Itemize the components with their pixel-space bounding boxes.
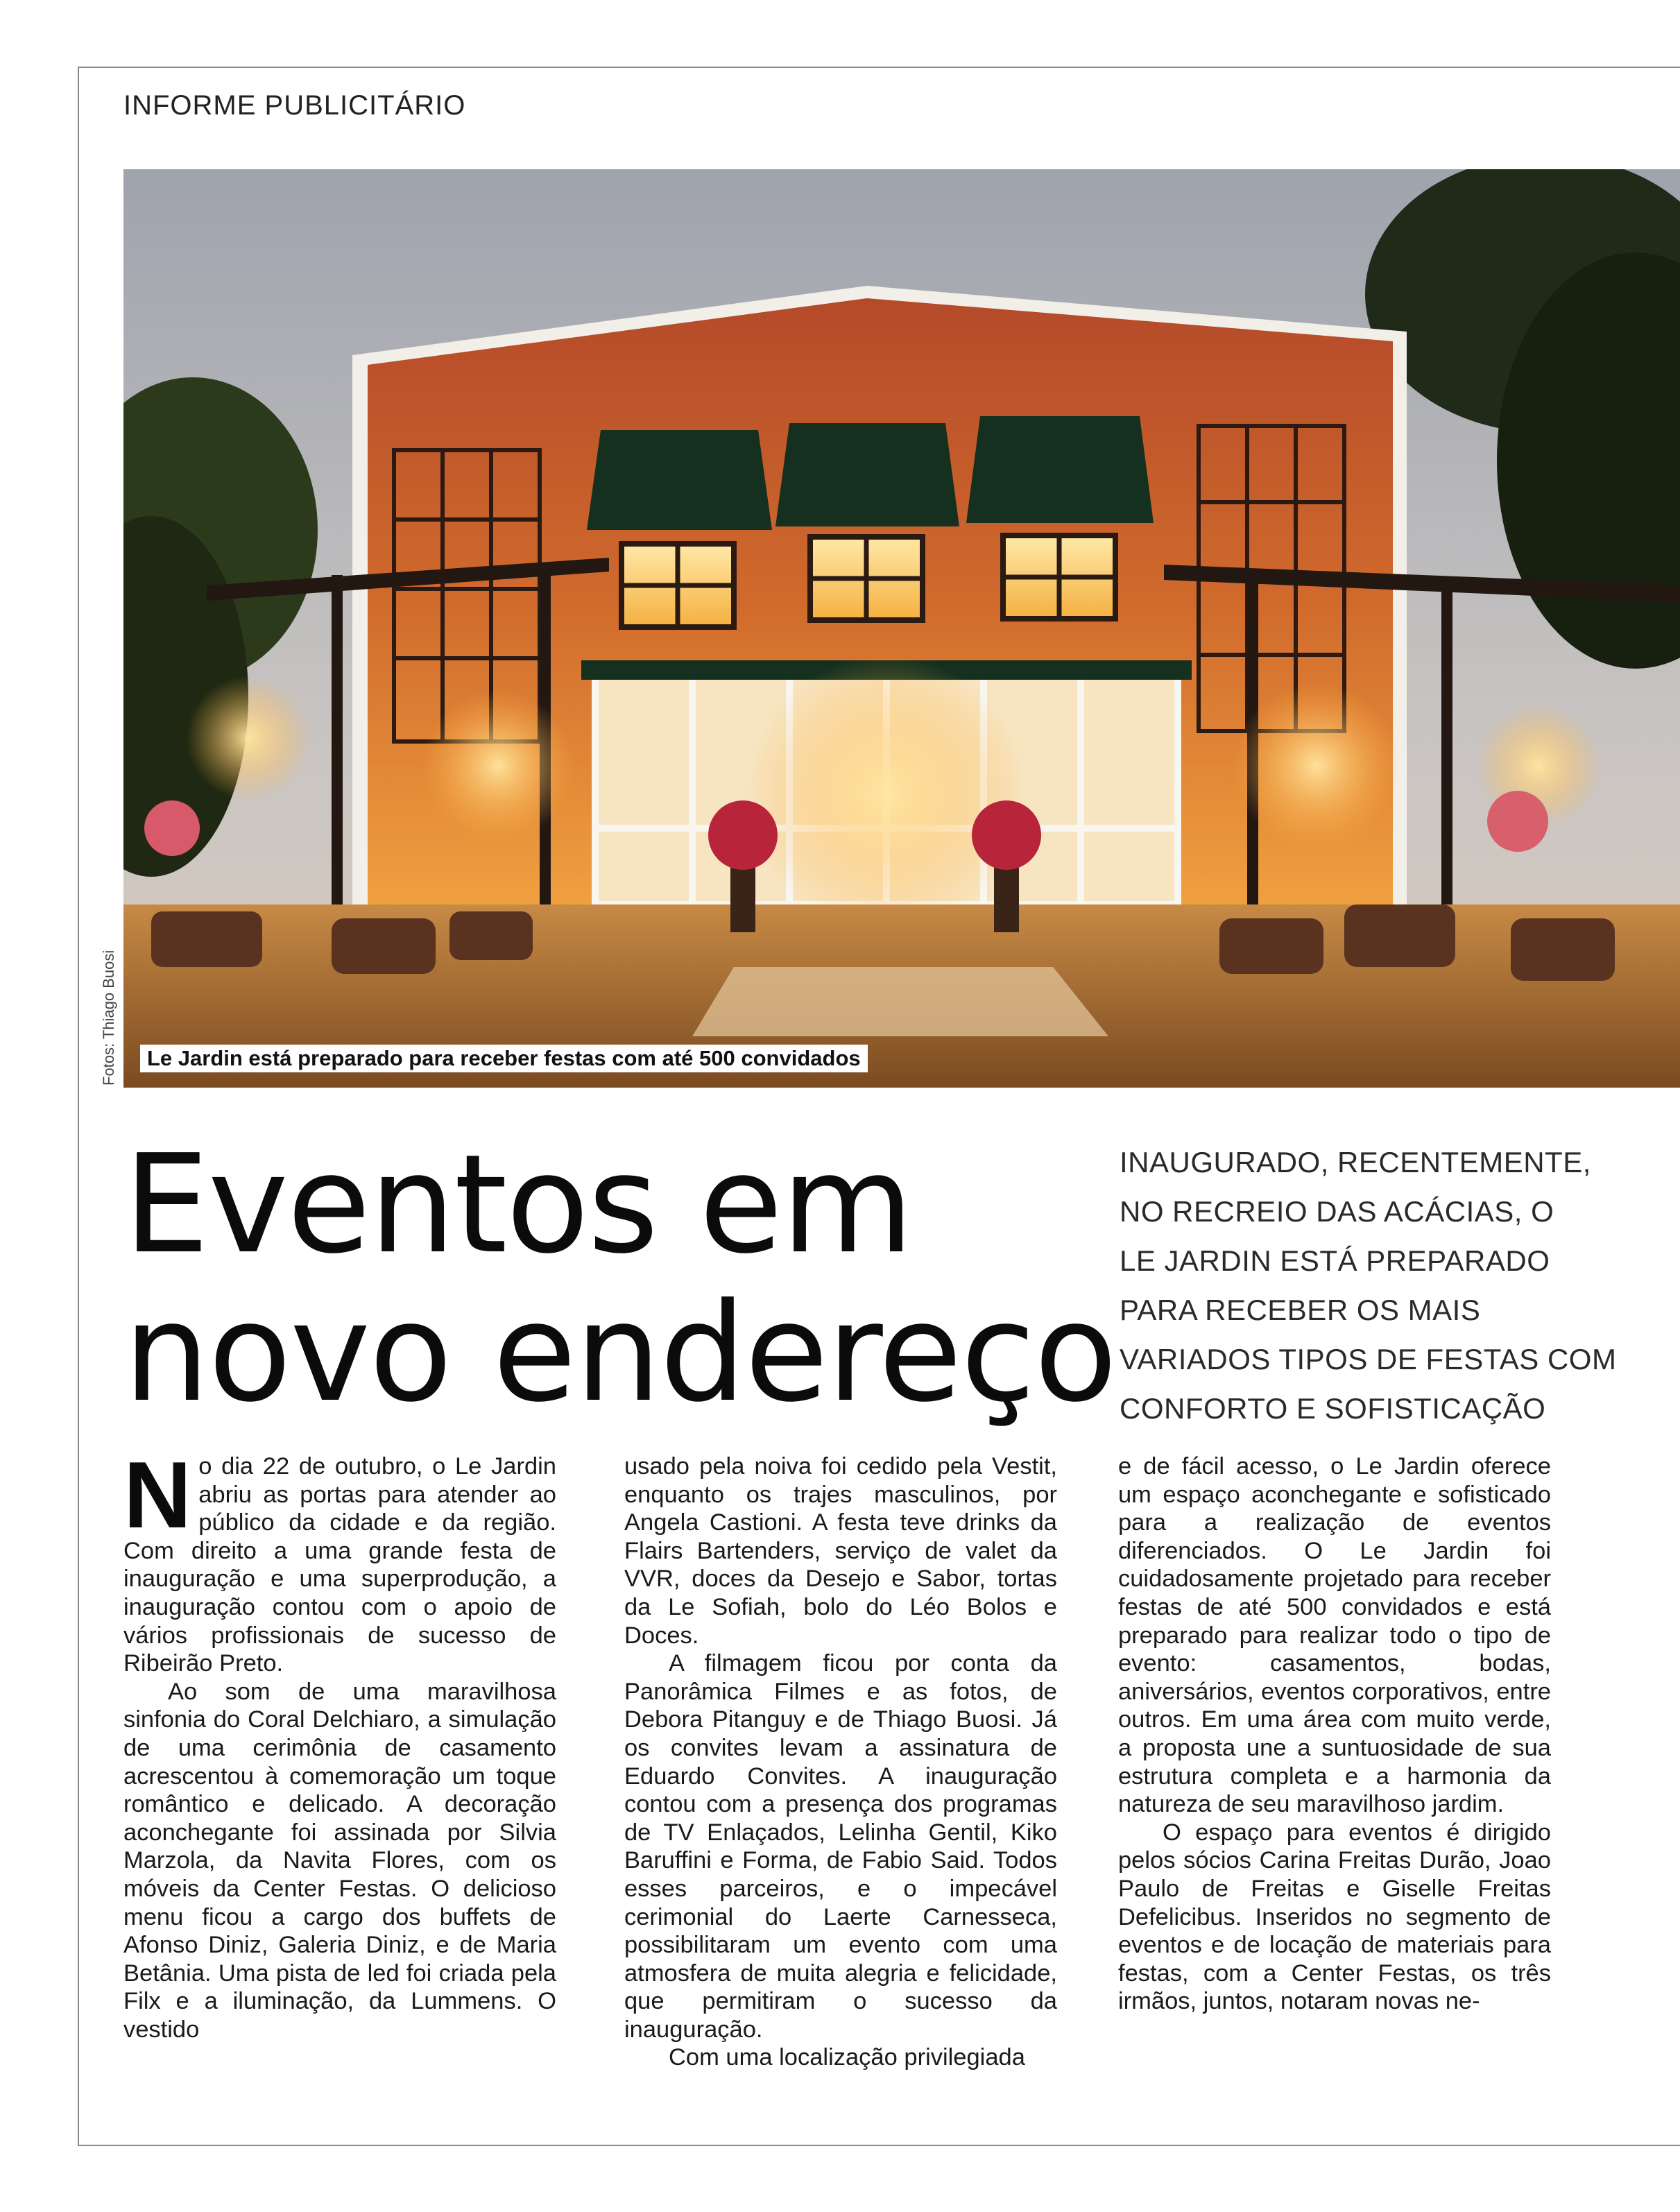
page-frame-left-rule [78, 67, 79, 2145]
body-paragraph: usado pela noiva foi cedido pela Vestit, enquanto os trajes masculinos, por Angela Castioni. A festa teve drinks da Flairs Bartenders, serviço de valet da VVR, doces da Desejo e Sabor, tortas da Le Sofiah, bolo do Léo Bolos e Doces. [624, 1453, 1057, 1649]
headline-line-2: novo endereço [123, 1274, 1116, 1432]
photo-credit: Fotos: Thiago Buosi [100, 950, 117, 1086]
venue-photo [123, 169, 1680, 1088]
body-paragraph: e de fácil acesso, o Le Jardin oferece um espaço aconchegante e sofisticado para a realização de eventos diferenciados. O Le Jardin foi cuidadosamente projetado para receber festas de até 500 convidados e está preparado para realizar todo o tipo de evento: casamentos, bodas, aniversários, eventos corporativos, entre outros. Em uma área com muito verde, a proposta une a suntuosidade de sua estrutura completa e a harmonia da natureza de seu maravilhoso jardim. [1118, 1453, 1551, 1818]
deck-subtitle [1120, 1138, 1619, 1433]
deck-line: VARIADOS TIPOS DE FESTAS COM [1120, 1343, 1617, 1375]
headline [123, 1126, 1116, 1432]
deck-line: CONFORTO E SOFISTICAÇÃO [1120, 1392, 1546, 1425]
drop-cap: N [123, 1442, 192, 1547]
section-label: INFORME PUBLICITÁRIO [123, 90, 466, 121]
body-column-3 [1118, 1452, 1551, 2016]
body-paragraph: O espaço para eventos é dirigido pelos sócios Carina Freitas Durão, Joao Paulo de Freitas e Giselle Freitas Defelicibus. Inseridos no segmento de eventos e de locação de materiais para festas, com a Center Festas, os três irmãos, juntos, notaram novas ne- [1118, 1819, 1551, 2015]
body-paragraph: Com uma localização privilegiada [669, 2044, 1025, 2071]
deck-line: NO RECREIO DAS ACÁCIAS, O [1120, 1195, 1554, 1228]
headline-line-1: Eventos em [123, 1126, 913, 1284]
deck-line: PARA RECEBER OS MAIS [1120, 1294, 1481, 1326]
page-frame-bottom-rule [78, 2145, 1680, 2146]
body-paragraph: Ao som de uma maravilhosa sinfonia do Coral Delchiaro, a simulação de uma cerimônia de casamento acrescentou à comemoração um toque romântico e delicado. A decoração aconchegante foi assinada por Silvia Marzola, da Navita Flores, com os móveis da Center Festas. O delicioso menu ficou a cargo dos buffets de Afonso Diniz, Galeria Diniz, e de Maria Betânia. Uma pista de led foi criada pela Filx e a iluminação, da Lummens. O vestido [123, 1678, 556, 2043]
deck-line: INAUGURADO, RECENTEMENTE, [1120, 1146, 1591, 1178]
body-paragraph-text: o dia 22 de outubro, o Le Jardin abriu as portas para atender ao público da cidade e da região. Com direito a uma grande festa de inauguração e uma superprodução, a inauguração contou com o apoio de vários profissionais de sucesso de Ribeirão Preto. [123, 1453, 556, 1677]
deck-line: LE JARDIN ESTÁ PREPARADO [1120, 1244, 1550, 1277]
body-column-2 [624, 1452, 1057, 2072]
body-column-1 [123, 1442, 556, 2043]
photo-caption: Le Jardin está preparado para receber festas com até 500 convidados [140, 1045, 868, 1072]
body-paragraph [123, 1442, 556, 1678]
body-paragraph: A filmagem ficou por conta da Panorâmica Filmes e as fotos, de Debora Pitanguy e de Thiago Buosi. Já os convites levam a assinatura de Eduardo Convites. A inauguração contou com a presença dos programas de TV Enlaçados, Lelinha Gentil, Kiko Baruffini e Forma, de Fabio Said. Todos esses parceiros, e o impecável cerimonial do Laerte Carnesseca, possibilitaram um evento com uma atmosfera de muita alegria e felicidade, que permitiram o sucesso da inauguração. [624, 1650, 1057, 2043]
page-frame-top-rule [78, 67, 1680, 68]
